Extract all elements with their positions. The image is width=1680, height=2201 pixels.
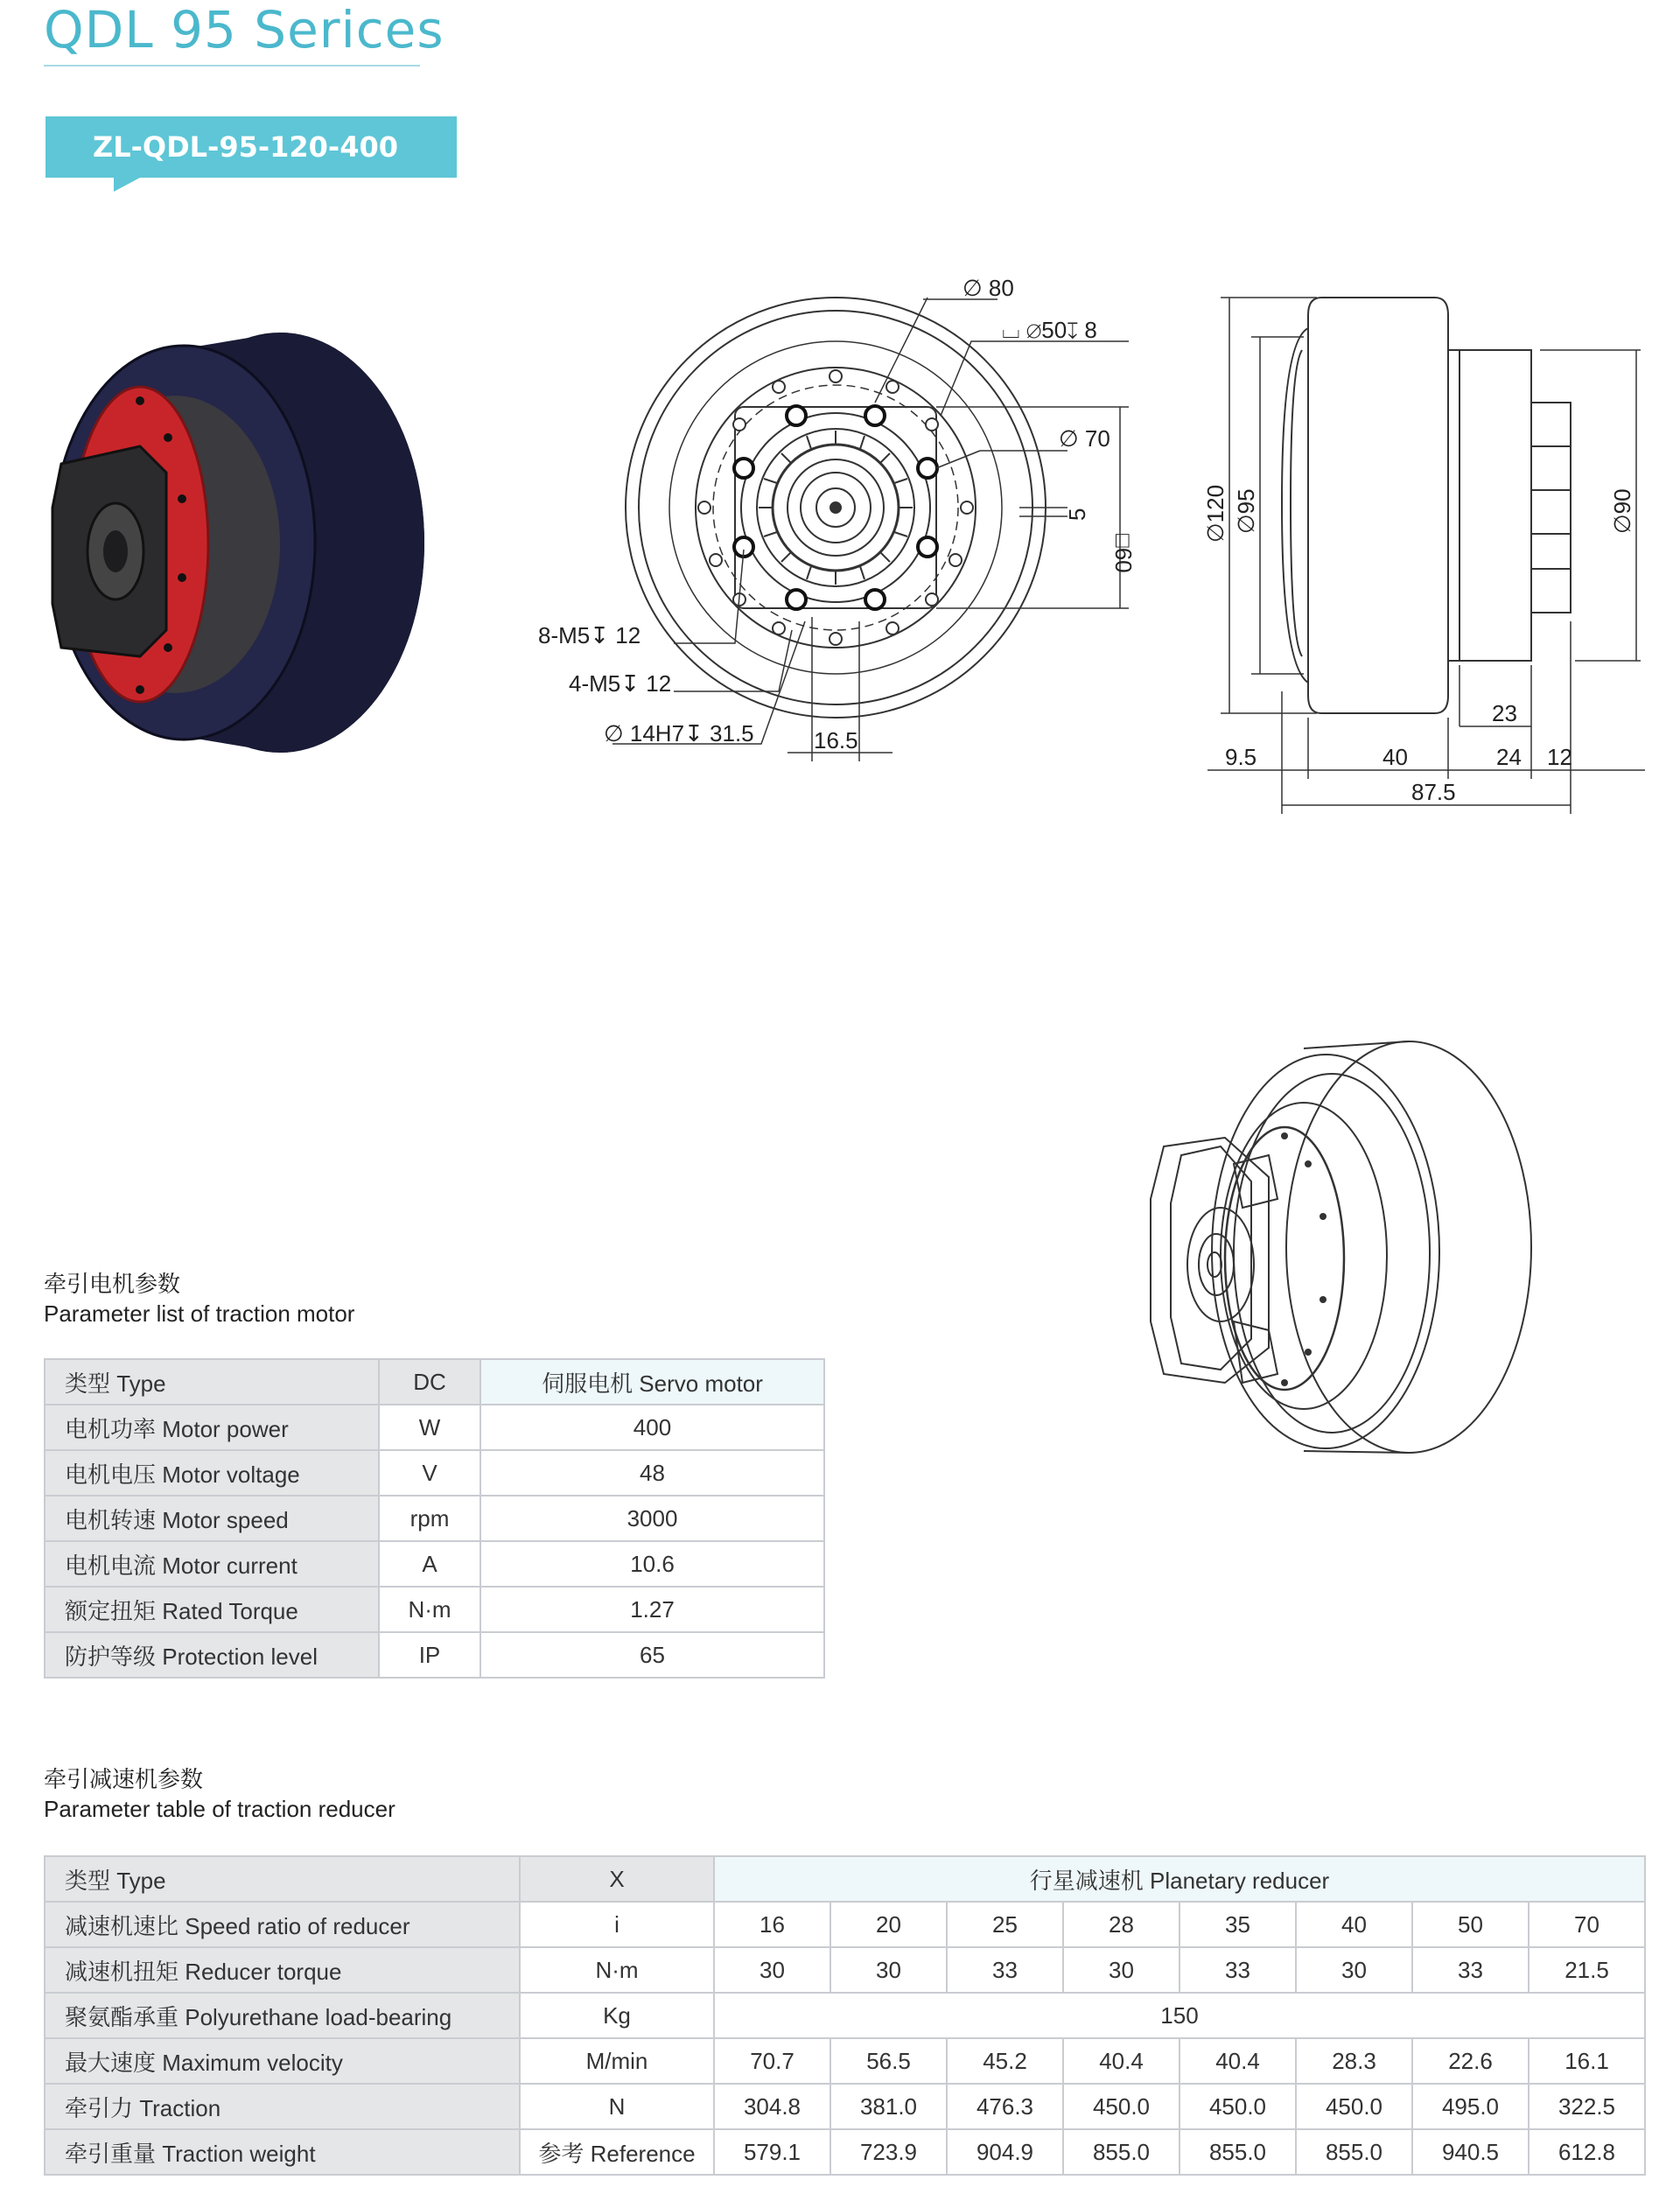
- table-row: [45, 1856, 1645, 1902]
- table-cell: 35: [1180, 1902, 1296, 1947]
- param-label: 减速机速比 Speed ratio of reducer: [45, 1902, 520, 1947]
- table-cell: 70.7: [714, 2038, 830, 2084]
- table-cell: 381.0: [830, 2084, 947, 2129]
- param-label: 减速机扭矩 Reducer torque: [45, 1947, 520, 1993]
- table-cell: 30: [1063, 1947, 1180, 1993]
- param-value: 3000: [480, 1496, 824, 1541]
- param-label: 聚氨酯承重 Polyurethane load-bearing: [45, 1993, 520, 2038]
- dim-d80: ∅ 80: [962, 275, 1014, 301]
- param-value: 65: [480, 1632, 824, 1678]
- lineart-tyre-back: [1286, 1041, 1531, 1453]
- table-row: [45, 1902, 1645, 1947]
- lineart-flange: [1225, 1127, 1344, 1390]
- table-cell: 304.8: [714, 2084, 830, 2129]
- dim-m5-8: 8-M5↧ 12: [538, 622, 641, 648]
- dim-d90: ∅90: [1609, 488, 1635, 534]
- param-unit: W: [379, 1405, 480, 1450]
- param-unit: rpm: [379, 1496, 480, 1541]
- table-row: [45, 1587, 824, 1632]
- table-cell: 20: [830, 1902, 947, 1947]
- table-cell: 612.8: [1529, 2129, 1645, 2175]
- table-cell: 40.4: [1180, 2038, 1296, 2084]
- dim-16-5: 16.5: [814, 727, 858, 754]
- lineart-tyre-front: [1212, 1055, 1439, 1448]
- dim-counterbore: ⌴ ∅50↧ 8: [1002, 317, 1097, 343]
- dim-87-5: 87.5: [1411, 779, 1456, 805]
- reducer-section-title-en: Parameter table of traction reducer: [44, 1796, 396, 1822]
- table-cell: 22.6: [1412, 2038, 1529, 2084]
- dim-40: 40: [1382, 744, 1408, 770]
- table-cell: 16.1: [1529, 2038, 1645, 2084]
- param-unit: N·m: [379, 1587, 480, 1632]
- param-label: 电机功率 Motor power: [45, 1405, 379, 1450]
- dim-d95: ∅95: [1233, 488, 1259, 534]
- table-cell: 30: [830, 1947, 947, 1993]
- param-unit: M/min: [520, 2038, 714, 2084]
- motor-section-title-cn: 牵引电机参数: [44, 1271, 181, 1297]
- dim-5: 5: [1064, 508, 1090, 521]
- reducer-section-title-cn: 牵引减速机参数: [44, 1766, 204, 1792]
- param-value: 行星减速机 Planetary reducer: [714, 1856, 1645, 1902]
- table-cell: 322.5: [1529, 2084, 1645, 2129]
- param-label: 类型 Type: [45, 1359, 379, 1405]
- table-cell: 25: [947, 1902, 1063, 1947]
- dim-sq60: □60: [1110, 534, 1137, 573]
- table-cell: 855.0: [1296, 2129, 1412, 2175]
- param-value: 伺服电机 Servo motor: [480, 1359, 824, 1405]
- table-cell: 579.1: [714, 2129, 830, 2175]
- table-cell: 33: [1180, 1947, 1296, 1993]
- page-title: QDL 95 Serices: [44, 0, 444, 60]
- motor-section-heading: [44, 1269, 354, 1328]
- param-unit: IP: [379, 1632, 480, 1678]
- table-cell: 30: [1296, 1947, 1412, 1993]
- table-row: [45, 1405, 824, 1450]
- table-cell: 16: [714, 1902, 830, 1947]
- side-flange: [1531, 403, 1571, 613]
- model-tag-pointer: [114, 178, 140, 192]
- table-cell: 33: [947, 1947, 1063, 1993]
- table-cell: 940.5: [1412, 2129, 1529, 2175]
- table-row: [45, 2129, 1645, 2175]
- param-unit: V: [379, 1450, 480, 1496]
- table-cell: 50: [1412, 1902, 1529, 1947]
- table-cell: 40.4: [1063, 2038, 1180, 2084]
- param-label: 电机电压 Motor voltage: [45, 1450, 379, 1496]
- param-unit: 参考 Reference: [520, 2129, 714, 2175]
- table-cell: 30: [714, 1947, 830, 1993]
- motor-render-lineart: [1129, 1033, 1549, 1470]
- table-row: [45, 1450, 824, 1496]
- table-cell: 150: [714, 1993, 1645, 2038]
- table-cell: 723.9: [830, 2129, 947, 2175]
- table-row: [45, 1359, 824, 1405]
- table-row: [45, 1993, 1645, 2038]
- motor-parameter-table: [44, 1358, 825, 1679]
- table-row: [45, 2038, 1645, 2084]
- param-label: 电机转速 Motor speed: [45, 1496, 379, 1541]
- param-unit: A: [379, 1541, 480, 1587]
- table-row: [45, 1632, 824, 1678]
- table-row: [45, 1541, 824, 1587]
- side-body: [1308, 298, 1448, 713]
- dim-24: 24: [1496, 744, 1522, 770]
- side-view-drawing: [1199, 289, 1662, 814]
- table-cell: 450.0: [1180, 2084, 1296, 2129]
- param-label: 最大速度 Maximum velocity: [45, 2038, 520, 2084]
- table-row: [45, 1496, 824, 1541]
- param-value: 10.6: [480, 1541, 824, 1587]
- table-row: [45, 2084, 1645, 2129]
- model-tag: ZL-QDL-95-120-400: [46, 116, 457, 178]
- side-gearbox: [1448, 350, 1531, 661]
- param-unit: X: [520, 1856, 714, 1902]
- param-label: 防护等级 Protection level: [45, 1632, 379, 1678]
- motor-render-color: [35, 315, 438, 770]
- table-cell: 21.5: [1529, 1947, 1645, 1993]
- table-cell: 855.0: [1180, 2129, 1296, 2175]
- param-value: 1.27: [480, 1587, 824, 1632]
- param-value: 48: [480, 1450, 824, 1496]
- param-unit: i: [520, 1902, 714, 1947]
- param-label: 类型 Type: [45, 1856, 520, 1902]
- motor-section-title-en: Parameter list of traction motor: [44, 1300, 355, 1327]
- param-unit: DC: [379, 1359, 480, 1405]
- lineart-bolts: [1281, 1132, 1326, 1386]
- param-value: 400: [480, 1405, 824, 1450]
- table-cell: 70: [1529, 1902, 1645, 1947]
- title-underline: [44, 65, 420, 67]
- table-cell: 495.0: [1412, 2084, 1529, 2129]
- param-unit: N: [520, 2084, 714, 2129]
- reducer-parameter-table: [44, 1855, 1646, 2176]
- table-cell: 28: [1063, 1902, 1180, 1947]
- dim-m5-4: 4-M5↧ 12: [569, 670, 672, 697]
- front-view-drawing: [525, 271, 1155, 779]
- dim-d70: ∅ 70: [1059, 425, 1110, 452]
- table-row: [45, 1947, 1645, 1993]
- dim-bore: ∅ 14H7↧ 31.5: [604, 720, 754, 747]
- table-cell: 56.5: [830, 2038, 947, 2084]
- table-cell: 33: [1412, 1947, 1529, 1993]
- param-label: 电机电流 Motor current: [45, 1541, 379, 1587]
- table-cell: 45.2: [947, 2038, 1063, 2084]
- param-unit: Kg: [520, 1993, 714, 2038]
- param-unit: N·m: [520, 1947, 714, 1993]
- dim-12: 12: [1547, 744, 1572, 770]
- param-label: 牵引力 Traction: [45, 2084, 520, 2129]
- table-cell: 450.0: [1063, 2084, 1180, 2129]
- table-cell: 476.3: [947, 2084, 1063, 2129]
- param-label: 牵引重量 Traction weight: [45, 2129, 520, 2175]
- reducer-section-heading: [44, 1764, 396, 1824]
- table-cell: 855.0: [1063, 2129, 1180, 2175]
- table-cell: 904.9: [947, 2129, 1063, 2175]
- param-label: 额定扭矩 Rated Torque: [45, 1587, 379, 1632]
- table-cell: 450.0: [1296, 2084, 1412, 2129]
- table-cell: 40: [1296, 1902, 1412, 1947]
- dim-23: 23: [1492, 700, 1517, 726]
- dim-9-5: 9.5: [1225, 744, 1257, 770]
- table-cell: 28.3: [1296, 2038, 1412, 2084]
- dim-d120: ∅120: [1202, 484, 1228, 543]
